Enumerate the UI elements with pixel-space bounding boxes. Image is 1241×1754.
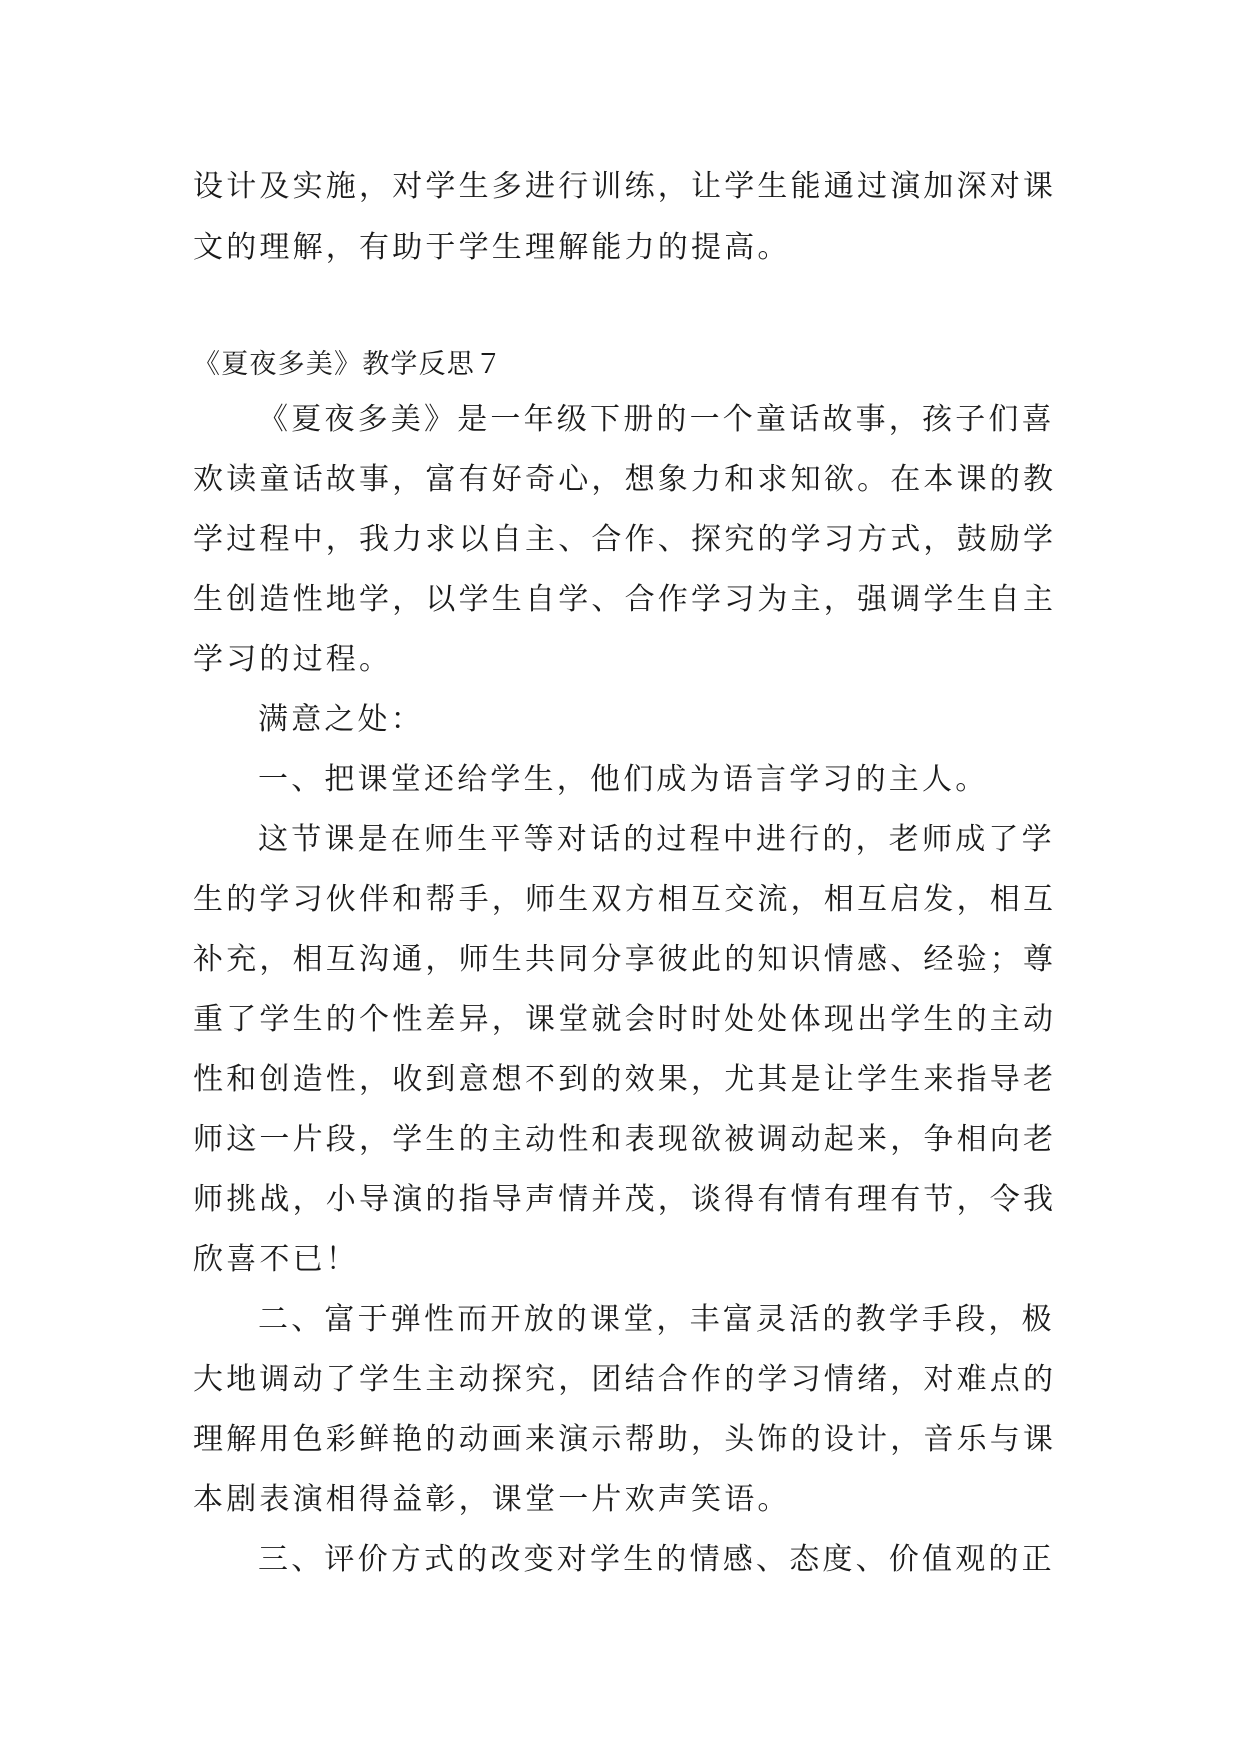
paragraph-1-line-4: 生创造性地学，以学生自学、合作学习为主，强调学生自主 <box>193 582 1057 617</box>
paragraph-5-line-1: 二、富于弹性而开放的课堂，丰富灵活的教学手段，极 <box>258 1302 1055 1337</box>
section-title: 《夏夜多美》教学反思７ <box>193 349 504 380</box>
paragraph-5-line-2: 大地调动了学生主动探究，团结合作的学习情绪，对难点的 <box>193 1362 1057 1397</box>
paragraph-4-line-5: 性和创造性，收到意想不到的效果，尤其是让学生来指导老 <box>193 1062 1057 1097</box>
intro-line-2: 文的理解，有助于学生理解能力的提高。 <box>193 230 791 265</box>
paragraph-3: 一、把课堂还给学生，他们成为语言学习的主人。 <box>258 762 989 797</box>
paragraph-4-line-1: 这节课是在师生平等对话的过程中进行的，老师成了学 <box>258 822 1055 857</box>
paragraph-1-line-3: 学过程中，我力求以自主、合作、探究的学习方式，鼓励学 <box>193 522 1057 557</box>
paragraph-6-line-1: 三、评价方式的改变对学生的情感、态度、价值观的正 <box>258 1542 1055 1577</box>
paragraph-2: 满意之处： <box>258 702 424 737</box>
paragraph-4-line-3: 补充，相互沟通，师生共同分享彼此的知识情感、经验；尊 <box>193 942 1057 977</box>
intro-line-1: 设计及实施，对学生多进行训练，让学生能通过演加深对课 <box>193 169 1057 204</box>
paragraph-1-line-1: 《夏夜多美》是一年级下册的一个童话故事，孩子们喜 <box>258 402 1055 437</box>
paragraph-4-line-8: 欣喜不已！ <box>193 1242 359 1277</box>
paragraph-4-line-7: 师挑战，小导演的指导声情并茂，谈得有情有理有节，令我 <box>193 1182 1057 1217</box>
paragraph-1-line-5: 学习的过程。 <box>193 642 393 677</box>
paragraph-4-line-2: 生的学习伙伴和帮手，师生双方相互交流，相互启发，相互 <box>193 882 1057 917</box>
paragraph-1-line-2: 欢读童话故事，富有好奇心，想象力和求知欲。在本课的教 <box>193 462 1057 497</box>
paragraph-5-line-3: 理解用色彩鲜艳的动画来演示帮助，头饰的设计，音乐与课 <box>193 1422 1057 1457</box>
paragraph-5-line-4: 本剧表演相得益彰，课堂一片欢声笑语。 <box>193 1482 791 1517</box>
paragraph-4-line-6: 师这一片段，学生的主动性和表现欲被调动起来，争相向老 <box>193 1122 1057 1157</box>
paragraph-4-line-4: 重了学生的个性差异，课堂就会时时处处体现出学生的主动 <box>193 1002 1057 1037</box>
